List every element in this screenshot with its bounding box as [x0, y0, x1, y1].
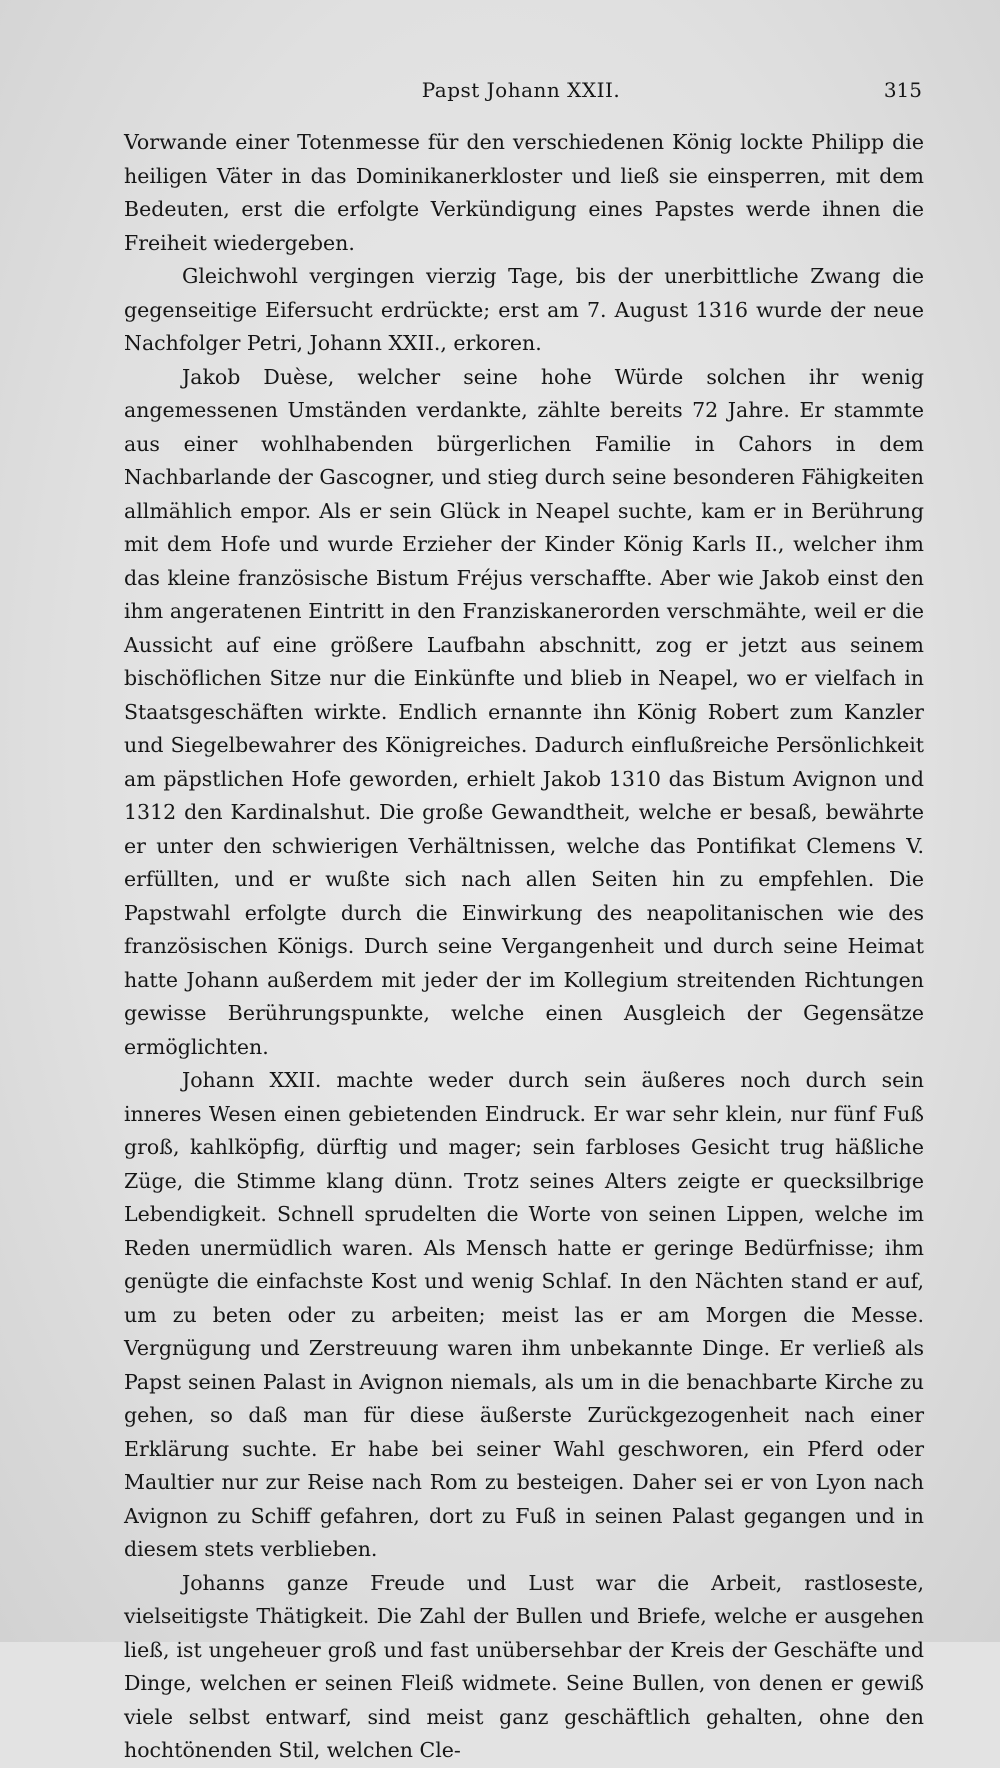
paragraph-continuation: Vorwande einer Totenmesse für den verschiedenen König lockte Philipp die heiligen Väter in das Dominikanerkloster und ließ sie einsperren, mit dem Bedeuten, erst die erfolgte Verkündigung eines Papstes werde ihnen die Freiheit wiedergeben. — [124, 130, 924, 255]
paragraph: Jakob Duèse, welcher seine hohe Würde solchen ihr wenig angemessenen Umständen verdankte, zählte bereits 72 Jahre. Er stammte aus einer wohlhabenden bürgerlichen Familie in Cahors in dem Nachbarlande der Gascogner, und stieg durch seine besonderen Fähigkeiten allmählich empor. Als er sein Glück in Neapel suchte, kam er in Berührung mit dem Hofe und wurde Erzieher der Kinder König Karls II., welcher ihm das kleine französische Bistum Fréjus verschaffte. Aber wie Jakob einst den ihm angeratenen Eintritt in den Franziskanerorden verschmähte, weil er die Aussicht auf eine größere Laufbahn abschnitt, zog er jetzt aus seinem bischöflichen Sitze nur die Einkünfte und blieb in Neapel, wo er vielfach in Staatsgeschäften wirkte. Endlich ernannte ihn König Robert zum Kanzler und Siegelbewahrer des Königreiches. Dadurch einflußreiche Persönlichkeit am päpstlichen Hofe geworden, erhielt Jakob 1310 das Bistum Avignon und 1312 den Kardinalshut. Die große Gewandtheit, welche er besaß, bewährte er unter den schwierigen Verhältnissen, welche das Pontifikat Clemens V. erfüllten, und er wußte sich nach allen Seiten hin zu empfehlen. Die Papstwahl erfolgte durch die Einwirkung des neapolitanischen wie des französischen Königs. Durch seine Vergangenheit und durch seine Heimat hatte Johann außerdem mit jeder der im Kollegium streitenden Richtungen gewisse Berührungspunkte, welche einen Ausgleich der Gegensätze ermöglichten. — [124, 364, 924, 1059]
page-number: 315 — [883, 78, 922, 102]
paragraph: Johanns ganze Freude und Lust war die Arbeit, rastloseste, vielseitigste Thätigkeit. Die Zahl der Bullen und Briefe, welche er ausgehen ließ, ist ungeheuer groß und fast unübersehbar der Kreis der Geschäfte und Dinge, welchen er seinen Fleiß widmete. Seine Bullen, von denen er gewiß viele selbst entwarf, sind meist ganz geschäftlich gehalten, ohne den hochtönenden Stil, welchen Cle- — [124, 1570, 924, 1762]
running-header — [120, 78, 922, 108]
running-title: Papst Johann XXII. — [421, 78, 621, 102]
paragraph: Johann XXII. machte weder durch sein äußeres noch durch sein inneres Wesen einen gebietenden Eindruck. Er war sehr klein, nur fünf Fuß groß, kahlköpfig, dürftig und mager; sein farbloses Gesicht trug häßliche Züge, die Stimme klang dünn. Trotz seines Alters zeigte er quecksilbrige Lebendigkeit. Schnell sprudelten die Worte von seinen Lippen, welche im Reden unermüdlich waren. Als Mensch hatte er geringe Bedürfnisse; ihm genügte die einfachste Kost und wenig Schlaf. In den Nächten stand er auf, um zu beten oder zu arbeiten; meist las er am Morgen die Messe. Vergnügung und Zerstreuung waren ihm unbekannte Dinge. Er verließ als Papst seinen Palast in Avignon niemals, als um in die benachbarte Kirche zu gehen, so daß man für diese äußerste Zurückgezogenheit nach einer Erklärung suchte. Er habe bei seiner Wahl geschworen, ein Pferd oder Maultier nur zur Reise nach Rom zu besteigen. Daher sei er von Lyon nach Avignon zu Schiff gefahren, dort zu Fuß in seinen Palast gegangen und in diesem stets verblieben. — [124, 1068, 924, 1561]
paragraph: Gleichwohl vergingen vierzig Tage, bis der unerbittliche Zwang die gegenseitige Eifersucht erdrückte; erst am 7. August 1316 wurde der neue Nachfolger Petri, Johann XXII., erkoren. — [124, 264, 924, 355]
body-text — [124, 126, 924, 1768]
